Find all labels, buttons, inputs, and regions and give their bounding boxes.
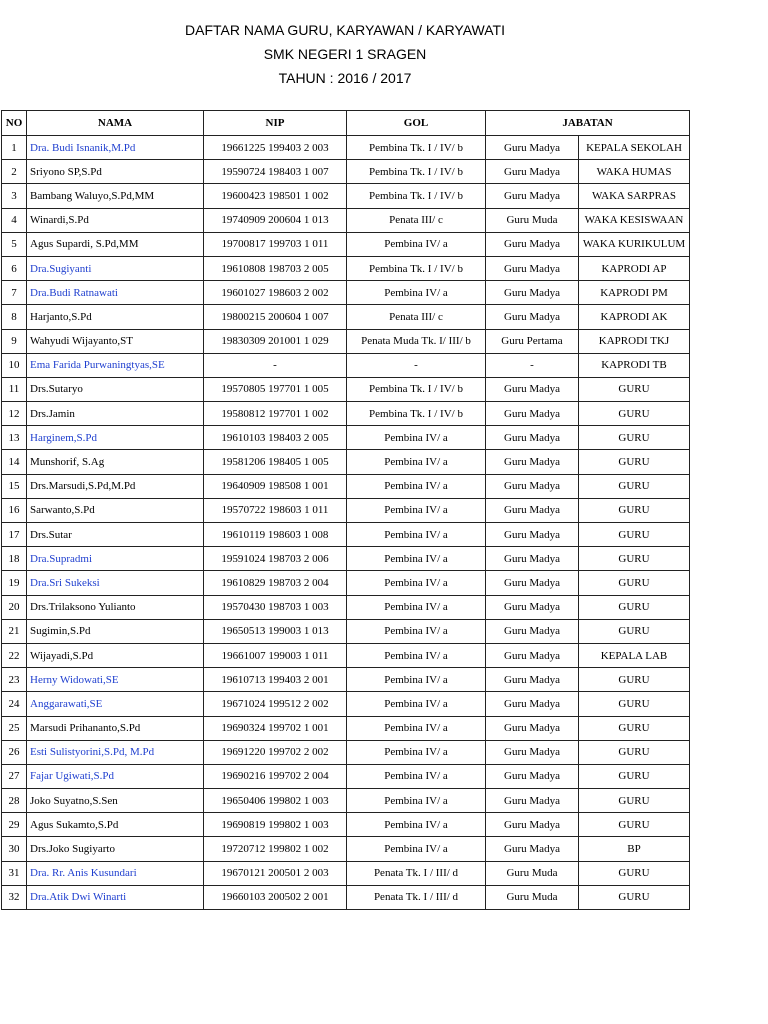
cell-gol: Pembina IV/ a [347,740,486,764]
table-row [2,789,690,813]
cell-nama: Drs.Trilaksono Yulianto [27,595,204,619]
cell-no: 3 [2,184,27,208]
cell-no: 19 [2,571,27,595]
cell-no: 18 [2,547,27,571]
cell-jabatan-tugas: GURU [579,619,690,643]
cell-jabatan-fungsional: Guru Madya [486,523,579,547]
cell-gol: Pembina IV/ a [347,547,486,571]
cell-nama: Wahyudi Wijayanto,ST [27,329,204,353]
cell-nip: 19610103 198403 2 005 [204,426,347,450]
cell-nama: Dra.Budi Ratnawati [27,281,204,305]
cell-nama: Drs.Marsudi,S.Pd,M.Pd [27,474,204,498]
cell-nip: 19690324 199702 1 001 [204,716,347,740]
table-row [2,837,690,861]
table-row [2,353,690,377]
cell-gol: Pembina IV/ a [347,450,486,474]
cell-nama: Bambang Waluyo,S.Pd,MM [27,184,204,208]
cell-no: 30 [2,837,27,861]
cell-nama: Ema Farida Purwaningtyas,SE [27,353,204,377]
cell-nama: Marsudi Prihananto,S.Pd [27,716,204,740]
cell-nip: 19640909 198508 1 001 [204,474,347,498]
cell-no: 1 [2,136,27,160]
cell-jabatan-fungsional: Guru Madya [486,474,579,498]
cell-gol: Pembina IV/ a [347,595,486,619]
cell-no: 27 [2,764,27,788]
cell-gol: Pembina IV/ a [347,668,486,692]
cell-jabatan-tugas: GURU [579,861,690,885]
cell-jabatan-tugas: WAKA KURIKULUM [579,232,690,256]
header-gol: GOL [347,111,486,136]
cell-nip: 19700817 199703 1 011 [204,232,347,256]
header-nip: NIP [204,111,347,136]
cell-nama: Dra. Rr. Anis Kusundari [27,861,204,885]
cell-nip: 19690819 199802 1 003 [204,813,347,837]
school-name: SMK NEGERI 1 SRAGEN [263,46,427,62]
cell-jabatan-tugas: WAKA KESISWAAN [579,208,690,232]
cell-nama: Dra.Atik Dwi Winarti [27,885,204,909]
cell-jabatan-tugas: GURU [579,450,690,474]
cell-jabatan-tugas: KAPRODI PM [579,281,690,305]
cell-gol: Pembina IV/ a [347,813,486,837]
cell-no: 12 [2,402,27,426]
cell-jabatan-fungsional: Guru Madya [486,837,579,861]
cell-nip: 19610829 198703 2 004 [204,571,347,595]
cell-nip: 19610808 198703 2 005 [204,256,347,280]
cell-gol: Pembina IV/ a [347,571,486,595]
cell-nip: - [204,353,347,377]
cell-nip: 19600423 198501 1 002 [204,184,347,208]
cell-no: 2 [2,160,27,184]
cell-nip: 19691220 199702 2 002 [204,740,347,764]
cell-no: 22 [2,643,27,667]
cell-jabatan-fungsional: Guru Muda [486,861,579,885]
table-row [2,377,690,401]
cell-nip: 19830309 201001 1 029 [204,329,347,353]
cell-jabatan-tugas: GURU [579,523,690,547]
cell-jabatan-tugas: GURU [579,740,690,764]
cell-jabatan-tugas: WAKA SARPRAS [579,184,690,208]
cell-nama: Harjanto,S.Pd [27,305,204,329]
document-header [0,18,690,90]
cell-jabatan-tugas: GURU [579,402,690,426]
cell-nama: Dra.Sugiyanti [27,256,204,280]
table-row [2,619,690,643]
cell-jabatan-tugas: GURU [579,764,690,788]
table-body [2,136,690,910]
cell-jabatan-tugas: GURU [579,474,690,498]
cell-gol: Pembina IV/ a [347,619,486,643]
table-row [2,547,690,571]
cell-no: 14 [2,450,27,474]
cell-nama: Drs.Sutar [27,523,204,547]
cell-gol: Pembina IV/ a [347,523,486,547]
table-row [2,643,690,667]
table-row [2,256,690,280]
cell-jabatan-fungsional: Guru Madya [486,716,579,740]
cell-nama: Winardi,S.Pd [27,208,204,232]
cell-jabatan-fungsional: Guru Madya [486,498,579,522]
cell-nama: Harginem,S.Pd [27,426,204,450]
cell-jabatan-tugas: KEPALA LAB [579,643,690,667]
table-row [2,764,690,788]
cell-no: 6 [2,256,27,280]
cell-nama: Drs.Joko Sugiyarto [27,837,204,861]
cell-nama: Fajar Ugiwati,S.Pd [27,764,204,788]
table-row [2,716,690,740]
cell-no: 24 [2,692,27,716]
cell-jabatan-fungsional: Guru Madya [486,619,579,643]
cell-gol: Pembina IV/ a [347,789,486,813]
header-no: NO [2,111,27,136]
cell-no: 5 [2,232,27,256]
cell-gol: Pembina IV/ a [347,281,486,305]
cell-jabatan-fungsional: Guru Madya [486,789,579,813]
cell-jabatan-fungsional: Guru Madya [486,692,579,716]
cell-nip: 19650513 199003 1 013 [204,619,347,643]
cell-no: 10 [2,353,27,377]
cell-jabatan-tugas: GURU [579,692,690,716]
cell-nama: Sugimin,S.Pd [27,619,204,643]
cell-gol: Pembina IV/ a [347,837,486,861]
cell-no: 16 [2,498,27,522]
academic-year: TAHUN : 2016 / 2017 [278,70,412,86]
cell-nip: 19610119 198603 1 008 [204,523,347,547]
cell-jabatan-tugas: GURU [579,426,690,450]
cell-no: 11 [2,377,27,401]
cell-nip: 19581206 198405 1 005 [204,450,347,474]
cell-jabatan-fungsional: Guru Madya [486,571,579,595]
cell-jabatan-fungsional: Guru Madya [486,256,579,280]
table-row [2,232,690,256]
cell-jabatan-tugas: GURU [579,498,690,522]
cell-no: 28 [2,789,27,813]
cell-nip: 19661007 199003 1 011 [204,643,347,667]
cell-no: 8 [2,305,27,329]
table-row [2,885,690,909]
cell-no: 4 [2,208,27,232]
cell-gol: Penata III/ c [347,208,486,232]
table-row [2,740,690,764]
cell-nip: 19580812 197701 1 002 [204,402,347,426]
cell-jabatan-fungsional: Guru Madya [486,740,579,764]
cell-jabatan-tugas: KAPRODI TKJ [579,329,690,353]
cell-gol: Pembina Tk. I / IV/ b [347,377,486,401]
table-row [2,692,690,716]
cell-jabatan-tugas: GURU [579,571,690,595]
cell-gol: Pembina IV/ a [347,498,486,522]
cell-nama: Wijayadi,S.Pd [27,643,204,667]
table-row [2,160,690,184]
cell-nama: Joko Suyatno,S.Sen [27,789,204,813]
cell-jabatan-tugas: GURU [579,716,690,740]
header-nama: NAMA [27,111,204,136]
cell-jabatan-tugas: GURU [579,377,690,401]
cell-jabatan-fungsional: Guru Madya [486,595,579,619]
table-row [2,329,690,353]
cell-gol: Penata Tk. I / III/ d [347,861,486,885]
cell-gol: Pembina IV/ a [347,692,486,716]
cell-gol: Pembina Tk. I / IV/ b [347,184,486,208]
cell-nip: 19740909 200604 1 013 [204,208,347,232]
cell-jabatan-tugas: BP [579,837,690,861]
cell-jabatan-fungsional: Guru Madya [486,450,579,474]
cell-jabatan-fungsional: Guru Madya [486,764,579,788]
cell-nama: Dra.Supradmi [27,547,204,571]
cell-no: 21 [2,619,27,643]
cell-nip: 19670121 200501 2 003 [204,861,347,885]
cell-gol: Pembina Tk. I / IV/ b [347,160,486,184]
table-row [2,450,690,474]
cell-jabatan-tugas: GURU [579,547,690,571]
cell-jabatan-fungsional: Guru Madya [486,136,579,160]
cell-nip: 19671024 199512 2 002 [204,692,347,716]
cell-jabatan-fungsional: Guru Madya [486,813,579,837]
cell-gol: Pembina IV/ a [347,643,486,667]
cell-nip: 19591024 198703 2 006 [204,547,347,571]
cell-nama: Dra.Sri Sukeksi [27,571,204,595]
cell-nip: 19570722 198603 1 011 [204,498,347,522]
cell-jabatan-fungsional: Guru Madya [486,305,579,329]
cell-jabatan-fungsional: Guru Madya [486,184,579,208]
table-row [2,595,690,619]
cell-gol: Penata Tk. I / III/ d [347,885,486,909]
cell-jabatan-tugas: KEPALA SEKOLAH [579,136,690,160]
staff-table [1,110,690,910]
cell-jabatan-tugas: GURU [579,595,690,619]
cell-nama: Agus Supardi, S.Pd,MM [27,232,204,256]
cell-nip: 19690216 199702 2 004 [204,764,347,788]
table-row [2,208,690,232]
cell-nama: Sriyono SP,S.Pd [27,160,204,184]
cell-jabatan-tugas: GURU [579,789,690,813]
cell-nip: 19570805 197701 1 005 [204,377,347,401]
table-row [2,498,690,522]
cell-jabatan-tugas: GURU [579,668,690,692]
cell-jabatan-fungsional: Guru Madya [486,402,579,426]
document-title: DAFTAR NAMA GURU, KARYAWAN / KARYAWATI [185,22,505,38]
table-row [2,281,690,305]
cell-gol: Penata Muda Tk. I/ III/ b [347,329,486,353]
cell-jabatan-fungsional: Guru Madya [486,668,579,692]
table-row [2,861,690,885]
cell-no: 15 [2,474,27,498]
cell-gol: Pembina IV/ a [347,716,486,740]
cell-gol: Pembina Tk. I / IV/ b [347,402,486,426]
table-row [2,402,690,426]
cell-no: 26 [2,740,27,764]
cell-no: 25 [2,716,27,740]
table-row [2,668,690,692]
cell-gol: Pembina IV/ a [347,474,486,498]
cell-gol: Penata III/ c [347,305,486,329]
cell-gol: - [347,353,486,377]
cell-no: 31 [2,861,27,885]
table-row [2,813,690,837]
cell-gol: Pembina IV/ a [347,232,486,256]
cell-nama: Drs.Sutaryo [27,377,204,401]
cell-gol: Pembina Tk. I / IV/ b [347,256,486,280]
cell-no: 9 [2,329,27,353]
cell-nama: Munshorif, S.Ag [27,450,204,474]
cell-jabatan-tugas: WAKA HUMAS [579,160,690,184]
cell-nip: 19800215 200604 1 007 [204,305,347,329]
cell-jabatan-fungsional: Guru Madya [486,377,579,401]
cell-no: 23 [2,668,27,692]
cell-nip: 19720712 199802 1 002 [204,837,347,861]
cell-jabatan-fungsional: Guru Pertama [486,329,579,353]
cell-no: 29 [2,813,27,837]
cell-jabatan-fungsional: Guru Madya [486,281,579,305]
cell-jabatan-fungsional: - [486,353,579,377]
cell-gol: Pembina IV/ a [347,426,486,450]
cell-jabatan-fungsional: Guru Muda [486,885,579,909]
cell-gol: Pembina IV/ a [347,764,486,788]
cell-nip: 19650406 199802 1 003 [204,789,347,813]
cell-nip: 19590724 198403 1 007 [204,160,347,184]
cell-nip: 19601027 198603 2 002 [204,281,347,305]
cell-no: 7 [2,281,27,305]
cell-jabatan-tugas: GURU [579,885,690,909]
table-header-row [2,111,690,136]
table-row [2,426,690,450]
cell-nip: 19661225 199403 2 003 [204,136,347,160]
table-row [2,184,690,208]
cell-nama: Sarwanto,S.Pd [27,498,204,522]
table-row [2,474,690,498]
cell-nama: Dra. Budi Isnanik,M.Pd [27,136,204,160]
table-row [2,571,690,595]
cell-jabatan-tugas: GURU [579,813,690,837]
cell-jabatan-fungsional: Guru Madya [486,160,579,184]
cell-nama: Drs.Jamin [27,402,204,426]
cell-no: 13 [2,426,27,450]
cell-jabatan-fungsional: Guru Madya [486,547,579,571]
cell-jabatan-fungsional: Guru Madya [486,232,579,256]
cell-nip: 19570430 198703 1 003 [204,595,347,619]
cell-jabatan-tugas: KAPRODI AP [579,256,690,280]
table-row [2,136,690,160]
cell-nama: Herny Widowati,SE [27,668,204,692]
table-row [2,523,690,547]
cell-no: 20 [2,595,27,619]
cell-no: 17 [2,523,27,547]
table-row [2,305,690,329]
header-jabatan: JABATAN [486,111,690,136]
cell-nama: Esti Sulistyorini,S.Pd, M.Pd [27,740,204,764]
cell-jabatan-tugas: KAPRODI AK [579,305,690,329]
cell-jabatan-tugas: KAPRODI TB [579,353,690,377]
cell-no: 32 [2,885,27,909]
cell-jabatan-fungsional: Guru Madya [486,643,579,667]
cell-gol: Pembina Tk. I / IV/ b [347,136,486,160]
cell-nama: Agus Sukamto,S.Pd [27,813,204,837]
cell-nip: 19660103 200502 2 001 [204,885,347,909]
cell-nama: Anggarawati,SE [27,692,204,716]
cell-jabatan-fungsional: Guru Muda [486,208,579,232]
cell-nip: 19610713 199403 2 001 [204,668,347,692]
cell-jabatan-fungsional: Guru Madya [486,426,579,450]
